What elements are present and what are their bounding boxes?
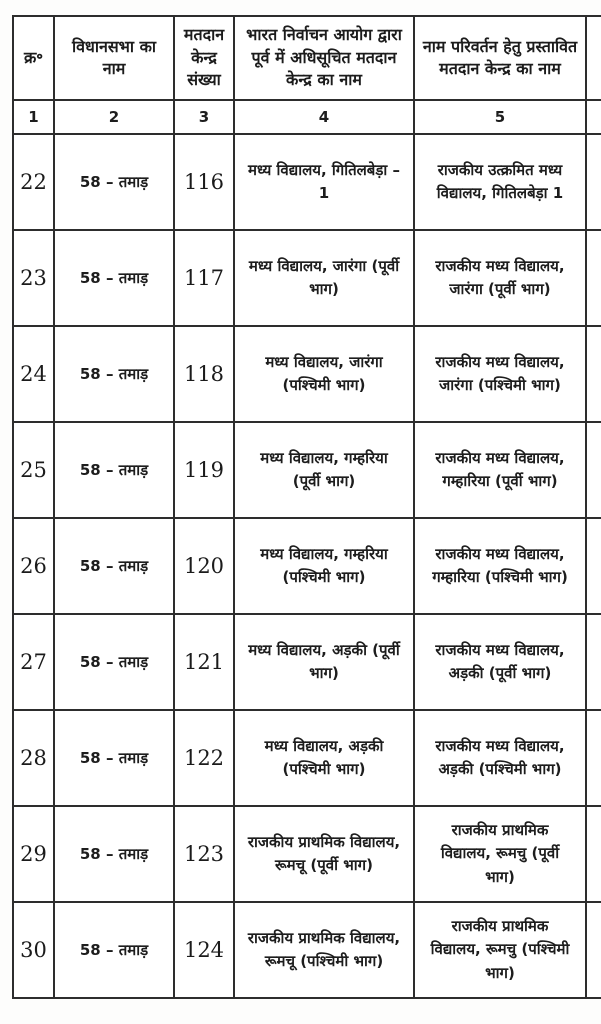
table-row: [13, 326, 601, 422]
assembly-cell: 58 – तमाड़: [54, 806, 174, 902]
header-number-row: [13, 100, 601, 134]
column-number-cut-off: [586, 100, 601, 134]
old-station-name-cell: राजकीय प्राथमिक विद्यालय, रूमचू (पश्चिमी भाग): [234, 902, 414, 998]
proposed-station-name-cell: राजकीय प्राथमिक विद्यालय, रूमचु (पूर्वी भाग): [414, 806, 586, 902]
proposed-station-name-cell: राजकीय मध्य विद्यालय, जारंगा (पूर्वी भाग): [414, 230, 586, 326]
proposed-station-name-cell: राजकीय प्राथमिक विद्यालय, रूमचु (पश्चिमी भाग): [414, 902, 586, 998]
assembly-cell: 58 – तमाड़: [54, 518, 174, 614]
header-serial: क्र॰: [13, 16, 54, 100]
header-cut-off-column: [586, 16, 601, 100]
station-number-cell: 118: [174, 326, 234, 422]
cut-off-cell: [586, 326, 601, 422]
assembly-cell: 58 – तमाड़: [54, 902, 174, 998]
proposed-station-name-cell: राजकीय मध्य विद्यालय, गम्हारिया (पूर्वी भाग): [414, 422, 586, 518]
cut-off-cell: [586, 614, 601, 710]
station-number-cell: 116: [174, 134, 234, 230]
polling-stations-table: [12, 15, 601, 999]
table-row: [13, 614, 601, 710]
cut-off-cell: [586, 710, 601, 806]
table-row: [13, 230, 601, 326]
old-station-name-cell: मध्य विद्यालय, जारंगा (पूर्वी भाग): [234, 230, 414, 326]
header-label-row: [13, 16, 601, 100]
table-body: [13, 134, 601, 998]
old-station-name-cell: मध्य विद्यालय, गम्हरिया (पश्चिमी भाग): [234, 518, 414, 614]
column-number-3: 3: [174, 100, 234, 134]
serial-cell: 30: [13, 902, 54, 998]
old-station-name-cell: मध्य विद्यालय, गितिलबेड़ा –1: [234, 134, 414, 230]
old-station-name-cell: मध्य विद्यालय, अड़की (पश्चिमी भाग): [234, 710, 414, 806]
old-station-name-cell: राजकीय प्राथमिक विद्यालय, रूमचू (पूर्वी भाग): [234, 806, 414, 902]
proposed-station-name-cell: राजकीय मध्य विद्यालय, अड़की (पूर्वी भाग): [414, 614, 586, 710]
station-number-cell: 117: [174, 230, 234, 326]
header-proposed-station-name: नाम परिवर्तन हेतु प्रस्तावित मतदान केन्द्र का नाम: [414, 16, 586, 100]
station-number-cell: 121: [174, 614, 234, 710]
assembly-cell: 58 – तमाड़: [54, 422, 174, 518]
old-station-name-cell: मध्य विद्यालय, गम्हरिया (पूर्वी भाग): [234, 422, 414, 518]
table-row: [13, 806, 601, 902]
assembly-cell: 58 – तमाड़: [54, 230, 174, 326]
serial-cell: 23: [13, 230, 54, 326]
serial-cell: 25: [13, 422, 54, 518]
table-row: [13, 902, 601, 998]
station-number-cell: 119: [174, 422, 234, 518]
header-station-number: मतदान केन्द्र संख्या: [174, 16, 234, 100]
serial-cell: 24: [13, 326, 54, 422]
table-row: [13, 710, 601, 806]
table-row: [13, 518, 601, 614]
column-number-5: 5: [414, 100, 586, 134]
proposed-station-name-cell: राजकीय उत्क्रमित मध्य विद्यालय, गितिलबेड़ा 1: [414, 134, 586, 230]
station-number-cell: 120: [174, 518, 234, 614]
station-number-cell: 124: [174, 902, 234, 998]
cut-off-cell: [586, 902, 601, 998]
table-row: [13, 422, 601, 518]
proposed-station-name-cell: राजकीय मध्य विद्यालय, जारंगा (पश्चिमी भाग): [414, 326, 586, 422]
cut-off-cell: [586, 422, 601, 518]
old-station-name-cell: मध्य विद्यालय, जारंगा (पश्चिमी भाग): [234, 326, 414, 422]
table-row: [13, 134, 601, 230]
column-number-4: 4: [234, 100, 414, 134]
cut-off-cell: [586, 134, 601, 230]
serial-cell: 29: [13, 806, 54, 902]
column-number-2: 2: [54, 100, 174, 134]
assembly-cell: 58 – तमाड़: [54, 710, 174, 806]
station-number-cell: 122: [174, 710, 234, 806]
cut-off-cell: [586, 518, 601, 614]
serial-cell: 22: [13, 134, 54, 230]
assembly-cell: 58 – तमाड़: [54, 326, 174, 422]
old-station-name-cell: मध्य विद्यालय, अड़की (पूर्वी भाग): [234, 614, 414, 710]
header-assembly-name: विधानसभा का नाम: [54, 16, 174, 100]
serial-cell: 26: [13, 518, 54, 614]
cut-off-cell: [586, 230, 601, 326]
proposed-station-name-cell: राजकीय मध्य विद्यालय, गम्हारिया (पश्चिमी भाग): [414, 518, 586, 614]
serial-cell: 27: [13, 614, 54, 710]
assembly-cell: 58 – तमाड़: [54, 134, 174, 230]
assembly-cell: 58 – तमाड़: [54, 614, 174, 710]
cut-off-cell: [586, 806, 601, 902]
header-old-station-name: भारत निर्वाचन आयोग द्वारा पूर्व में अधिसूचित मतदान केन्द्र का नाम: [234, 16, 414, 100]
proposed-station-name-cell: राजकीय मध्य विद्यालय, अड़की (पश्चिमी भाग): [414, 710, 586, 806]
serial-cell: 28: [13, 710, 54, 806]
table-header: [13, 16, 601, 134]
column-number-1: 1: [13, 100, 54, 134]
station-number-cell: 123: [174, 806, 234, 902]
